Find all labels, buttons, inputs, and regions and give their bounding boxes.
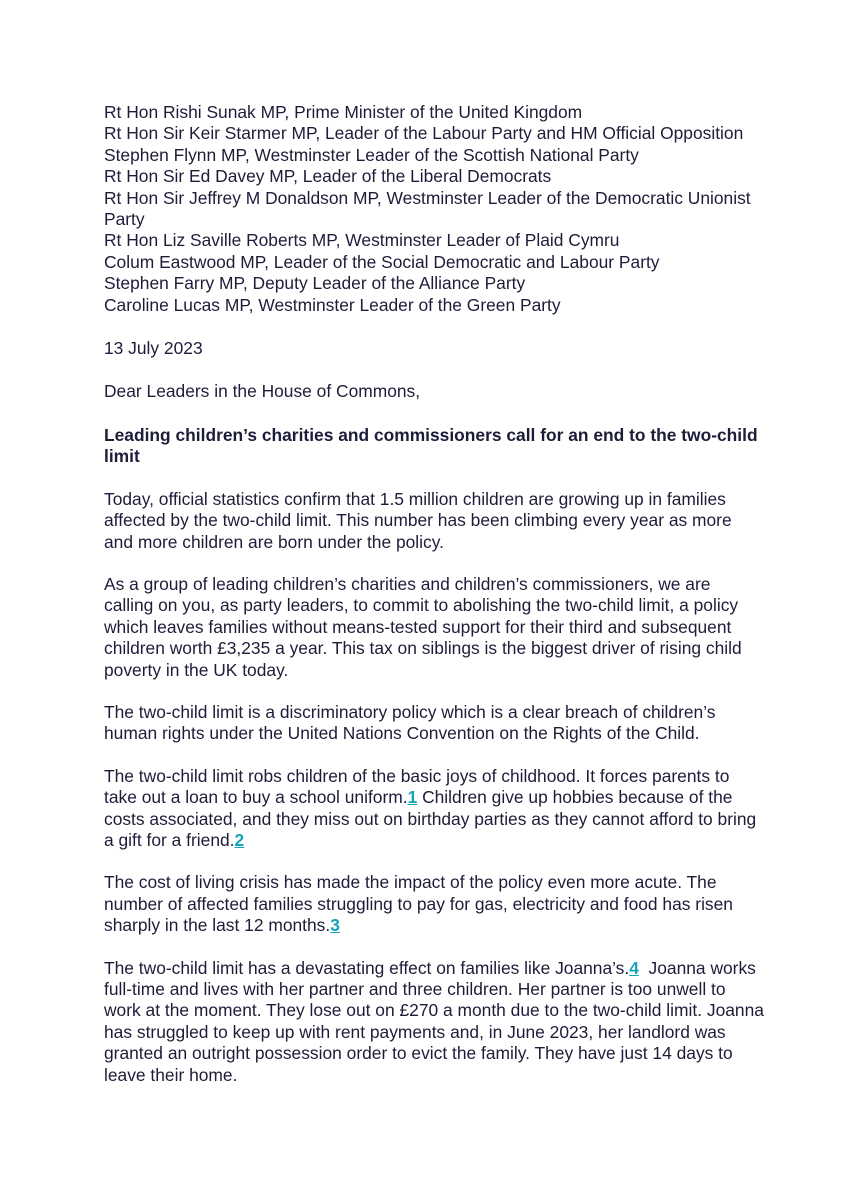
recipient: Caroline Lucas MP, Westminster Leader of the Green Party xyxy=(104,294,561,315)
recipient: Rt Hon Sir Jeffrey M Donaldson MP, Westminster Leader of the Democratic Unionist Party xyxy=(104,187,751,230)
paragraph-text: Children give up hobbies because of the costs associated, and they miss out on birthday parties as they cannot afford to bring a gift for a friend. xyxy=(104,787,757,850)
letter-subject: Leading children’s charities and commissioners call for an end to the two-child limit xyxy=(104,424,758,467)
paragraph-case-study xyxy=(104,957,769,1086)
recipient: Colum Eastwood MP, Leader of the Social Democratic and Labour Party xyxy=(104,251,660,272)
recipient: Rt Hon Sir Keir Starmer MP, Leader of the Labour Party and HM Official Opposition xyxy=(104,123,744,144)
paragraph-cost-of-living xyxy=(104,872,764,936)
recipient: Rt Hon Liz Saville Roberts MP, Westminster Leader of Plaid Cymru xyxy=(104,230,620,251)
footnote-link-2[interactable]: 2 xyxy=(234,829,245,850)
paragraph-text: The cost of living crisis has made the impact of the policy even more acute. The number of affected families struggling to pay for gas, electricity and food has risen sharply in the last 12 months. xyxy=(104,872,733,936)
recipient-list xyxy=(104,102,764,316)
paragraph-text: Joanna works full-time and lives with her partner and three children. Her partner is too unwell to work at the moment. They lose out on £270 a month due to the two-child limit. Joanna has struggled to keep up with rent payments and, in June 2023, her landlord was granted an outright possession order to evict the family. They have just 14 days to leave their home. xyxy=(104,957,769,1085)
paragraph-statistics: Today, official statistics confirm that 1.5 million children are growing up in families affected by the two-child limit. This number has been climbing every year as more and more children are born under the policy. xyxy=(104,488,732,552)
paragraph-human-rights: The two-child limit is a discriminatory policy which is a clear breach of children’s human rights under the United Nations Convention on the Rights of the Child. xyxy=(104,701,716,744)
recipient: Rt Hon Rishi Sunak MP, Prime Minister of the United Kingdom xyxy=(104,102,583,122)
recipient: Rt Hon Sir Ed Davey MP, Leader of the Liberal Democrats xyxy=(104,166,552,187)
footnote-link-4[interactable]: 4 xyxy=(629,957,639,978)
letter-date: 13 July 2023 xyxy=(104,338,203,359)
recipient: Stephen Farry MP, Deputy Leader of the Alliance Party xyxy=(104,273,526,294)
paragraph-text: The two-child limit robs children of the basic joys of childhood. It forces parents to take out a loan to buy a school uniform. xyxy=(104,765,730,808)
salutation: Dear Leaders in the House of Commons, xyxy=(104,381,421,402)
paragraph-text: The two-child limit has a devastating effect on families like Joanna’s. xyxy=(104,957,630,978)
letter-page xyxy=(104,102,769,1086)
paragraph-joys-of-childhood xyxy=(104,766,764,852)
recipient: Stephen Flynn MP, Westminster Leader of the Scottish National Party xyxy=(104,144,639,165)
footnote-link-1[interactable]: 1 xyxy=(407,787,418,808)
paragraph-call-to-abolish: As a group of leading children’s charities and children’s commissioners, we are calling on you, as party leaders, to commit to abolishing the two-child limit, a policy which leaves families without means-tested support for their third and subsequent children worth £3,235 a year. This tax on siblings is the biggest driver of rising child poverty in the UK today. xyxy=(104,573,742,680)
footnote-link-3[interactable]: 3 xyxy=(330,915,340,936)
